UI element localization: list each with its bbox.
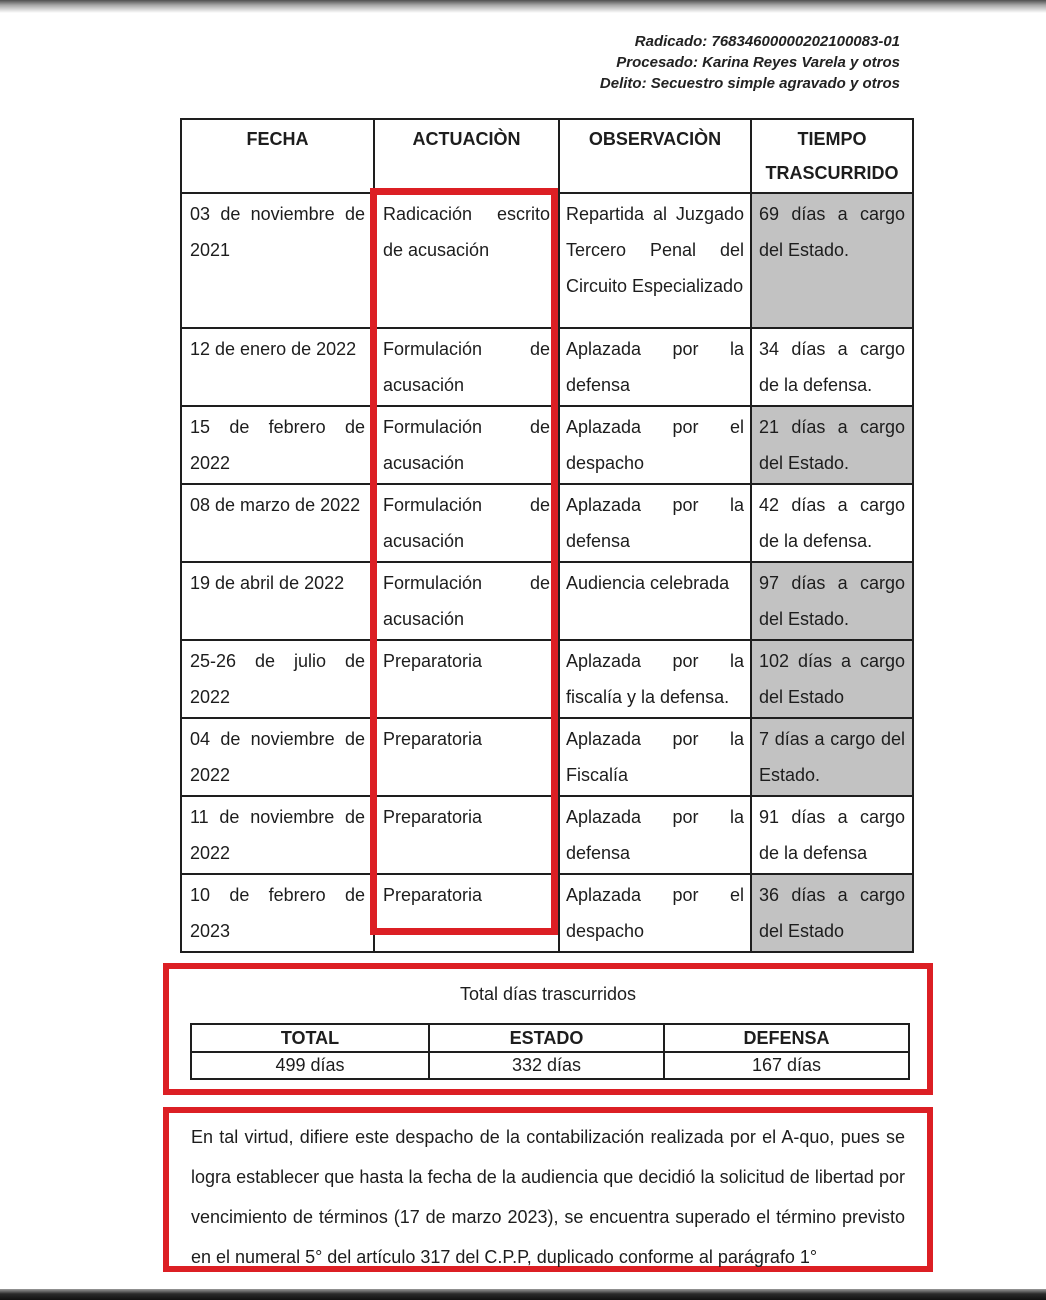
cell-fecha: 25-26 de julio de 2022	[181, 640, 374, 718]
totals-value-row	[191, 1052, 909, 1079]
totals-header-total: TOTAL	[191, 1024, 429, 1052]
cell-actuacion: Formulación de acusación	[374, 406, 559, 484]
table-row	[181, 484, 913, 562]
case-header-procesado: Procesado: Karina Reyes Varela y otros	[616, 54, 900, 71]
totals-value-defensa: 167 días	[664, 1052, 909, 1079]
cell-fecha: 12 de enero de 2022	[181, 328, 374, 406]
cell-actuacion: Preparatoria	[374, 718, 559, 796]
totals-header-estado: ESTADO	[429, 1024, 664, 1052]
cell-fecha: 19 de abril de 2022	[181, 562, 374, 640]
table-row	[181, 796, 913, 874]
cell-tiempo: 97 días a cargo del Estado.	[751, 562, 913, 640]
cell-tiempo: 21 días a cargo del Estado.	[751, 406, 913, 484]
cell-observacion: Aplazada por la Fiscalía	[559, 718, 751, 796]
cell-actuacion: Preparatoria	[374, 874, 559, 952]
case-header-radicado: Radicado: 76834600000202100083-01	[634, 33, 900, 50]
cell-fecha: 04 de noviembre de 2022	[181, 718, 374, 796]
cell-fecha: 10 de febrero de 2023	[181, 874, 374, 952]
cell-actuacion: Preparatoria	[374, 796, 559, 874]
cell-observacion: Aplazada por el despacho	[559, 874, 751, 952]
cell-fecha: 03 de noviembre de 2021	[181, 193, 374, 328]
cell-tiempo: 91 días a cargo de la defensa	[751, 796, 913, 874]
cell-actuacion: Formulación de acusación	[374, 484, 559, 562]
cell-tiempo: 69 días a cargo del Estado.	[751, 193, 913, 328]
table-row	[181, 874, 913, 952]
cell-fecha: 11 de noviembre de 2022	[181, 796, 374, 874]
conclusion-paragraph: En tal virtud, difiere este despacho de la contabilización realizada por el A-quo, pues se logra establecer que hasta la fecha de la audiencia que decidió la solicitud de libertad por vencimiento de términos (17 de marzo 2023), se encuentra superado el término previsto en el numeral 5° del artículo 317 del C.P.P, duplicado conforme al parágrafo 1°	[191, 1127, 905, 1267]
cell-observacion: Aplazada por la defensa	[559, 328, 751, 406]
cell-actuacion: Preparatoria	[374, 640, 559, 718]
cell-tiempo: 34 días a cargo de la defensa.	[751, 328, 913, 406]
cell-fecha: 15 de febrero de 2022	[181, 406, 374, 484]
table-row	[181, 328, 913, 406]
totals-title: Total días trascurridos	[459, 984, 637, 1004]
bottom-edge-bar	[0, 1289, 1046, 1300]
cell-actuacion: Formulación de acusación	[374, 328, 559, 406]
table-row	[181, 193, 913, 328]
case-header-delito: Delito: Secuestro simple agravado y otros	[599, 75, 900, 92]
totals-header-defensa: DEFENSA	[664, 1024, 909, 1052]
conclusion-highlight-box	[163, 1107, 933, 1272]
top-edge-shadow	[0, 0, 1046, 13]
cell-tiempo: 102 días a cargo del Estado	[751, 640, 913, 718]
cell-observacion: Aplazada por la fiscalía y la defensa.	[559, 640, 751, 718]
case-header	[600, 31, 900, 94]
totals-highlight-box	[163, 963, 933, 1095]
cell-tiempo: 42 días a cargo de la defensa.	[751, 484, 913, 562]
totals-value-estado: 332 días	[429, 1052, 664, 1079]
table-row	[181, 562, 913, 640]
column-header-observacion: OBSERVACIÒN	[559, 119, 751, 193]
cell-actuacion: Radicación escrito de acusación	[374, 193, 559, 328]
cell-tiempo: 36 días a cargo del Estado	[751, 874, 913, 952]
cell-observacion: Aplazada por el despacho	[559, 406, 751, 484]
cell-tiempo: 7 días a cargo del Estado.	[751, 718, 913, 796]
table-row	[181, 406, 913, 484]
proceedings-table	[180, 118, 914, 953]
column-header-fecha: FECHA	[181, 119, 374, 193]
cell-observacion: Aplazada por la defensa	[559, 796, 751, 874]
totals-value-total: 499 días	[191, 1052, 429, 1079]
table-row	[181, 640, 913, 718]
table-header-row	[181, 119, 913, 193]
cell-actuacion: Formulación de acusación	[374, 562, 559, 640]
cell-observacion: Aplazada por la defensa	[559, 484, 751, 562]
column-header-actuacion: ACTUACIÒN	[374, 119, 559, 193]
cell-fecha: 08 de marzo de 2022	[181, 484, 374, 562]
table-row	[181, 718, 913, 796]
column-header-tiempo: TIEMPO TRASCURRIDO	[751, 119, 913, 193]
totals-header-row	[191, 1024, 909, 1052]
totals-table	[190, 1023, 910, 1080]
cell-observacion: Repartida al Juzgado Tercero Penal del Circuito Especializado	[559, 193, 751, 328]
cell-observacion: Audiencia celebrada	[559, 562, 751, 640]
